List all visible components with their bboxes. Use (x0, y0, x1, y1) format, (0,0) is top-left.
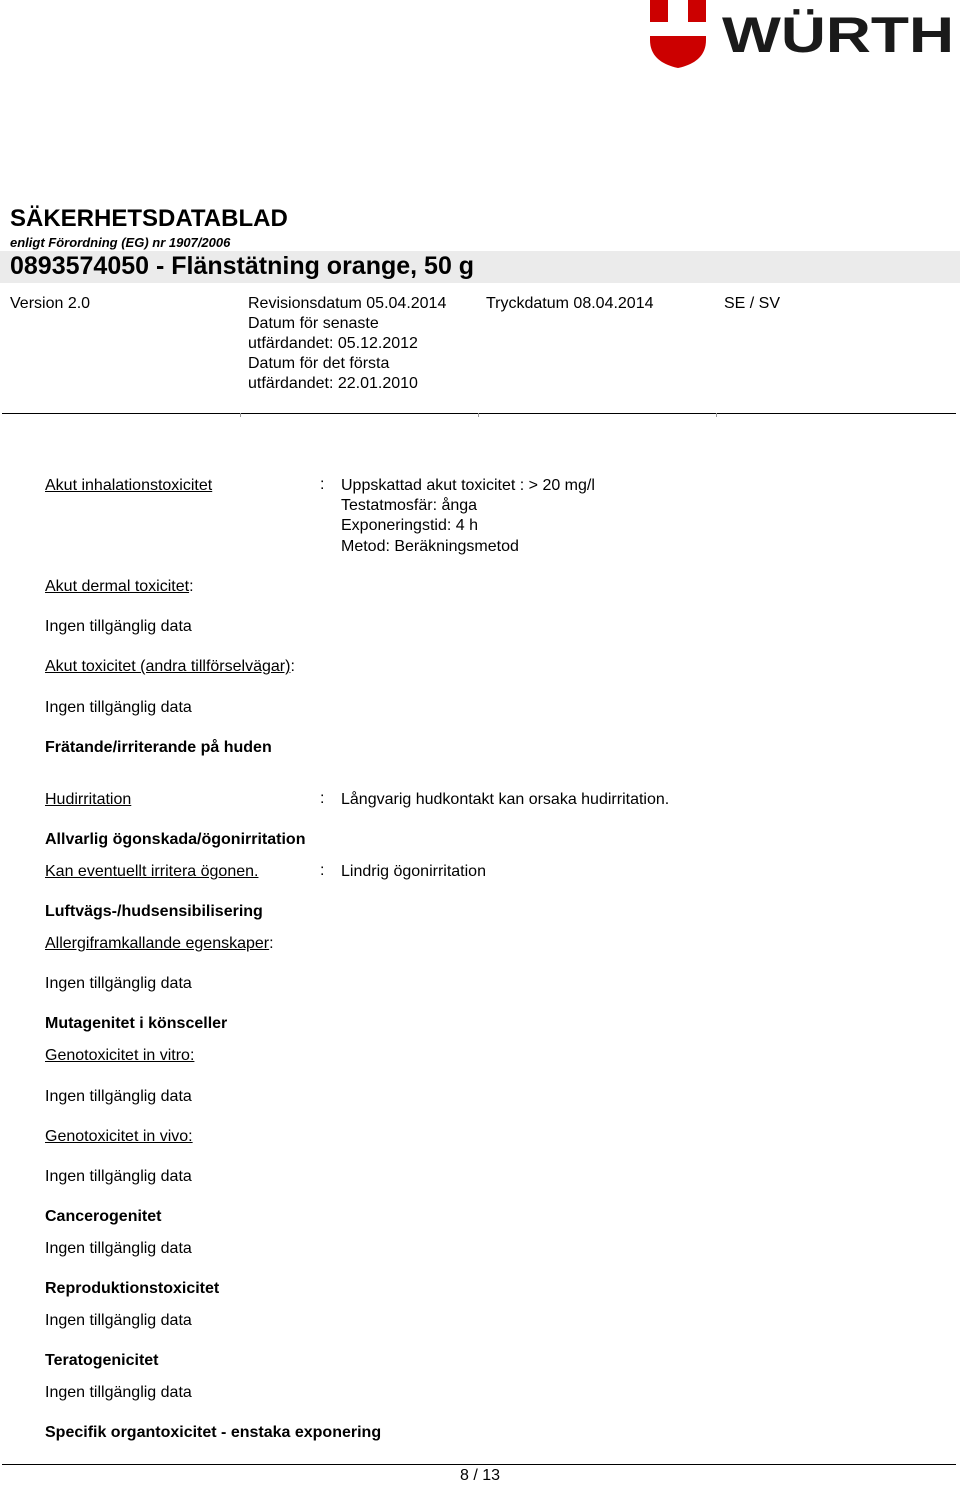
eye-irritation-label: Kan eventuellt irritera ögonen. (45, 863, 259, 880)
first-issue-date: utfärdandet: 22.01.2010 (248, 375, 418, 392)
label-colon: : (290, 658, 295, 675)
product-title: 0893574050 - Flänstätning orange, 50 g (10, 252, 475, 280)
inhalation-value-line-2: Testatmosfär: ånga (341, 497, 478, 514)
no-data-text: Ingen tillgänglig data (45, 1168, 192, 1185)
latest-issue-date: utfärdandet: 05.12.2012 (248, 335, 418, 352)
latest-issue-label: Datum för senaste (248, 315, 379, 332)
separator-colon: : (320, 790, 325, 807)
other-routes-heading (45, 657, 295, 677)
no-data-text: Ingen tillgänglig data (45, 1384, 192, 1401)
regulation-reference: enligt Förordning (EG) nr 1907/2006 (10, 235, 231, 250)
label-colon: : (189, 578, 194, 595)
allergenic-properties-label: Allergiframkallande egenskaper (45, 935, 270, 952)
svg-text:WÜRTH: WÜRTH (722, 7, 954, 63)
skin-corrosion-heading: Frätande/irriterande på huden (45, 739, 272, 756)
first-issue-label: Datum för det första (248, 355, 390, 372)
inhalation-value-line-4: Metod: Beräkningsmetod (341, 538, 519, 555)
no-data-text: Ingen tillgänglig data (45, 1088, 192, 1105)
sensitisation-heading: Luftvägs-/hudsensibilisering (45, 903, 263, 920)
dermal-toxicity-label: Akut dermal toxicitet (45, 578, 190, 595)
germ-cell-mutagenicity-heading: Mutagenitet i könsceller (45, 1015, 228, 1032)
reproductive-toxicity-heading: Reproduktionstoxicitet (45, 1280, 220, 1297)
eye-damage-heading: Allvarlig ögonskada/ögonirritation (45, 831, 306, 848)
no-data-text: Ingen tillgänglig data (45, 1312, 192, 1329)
skin-irritation-label: Hudirritation (45, 791, 132, 808)
allergenic-properties-heading (45, 934, 274, 954)
inhalation-value-line-1: Uppskattad akut toxicitet : > 20 mg/l (341, 477, 595, 494)
stot-single-exposure-heading: Specifik organtoxicitet - enstaka exponering (45, 1424, 382, 1441)
teratogenicity-heading: Teratogenicitet (45, 1352, 159, 1369)
separator-colon: : (320, 476, 325, 493)
no-data-text: Ingen tillgänglig data (45, 975, 192, 992)
no-data-text: Ingen tillgänglig data (45, 618, 192, 635)
carcinogenicity-heading: Cancerogenitet (45, 1208, 162, 1225)
skin-irritation-value: Långvarig hudkontakt kan orsaka hudirritation. (341, 791, 670, 808)
genotoxicity-in-vivo-label: Genotoxicitet in vivo: (45, 1128, 193, 1145)
dermal-toxicity-heading (45, 577, 194, 597)
label-colon: : (269, 935, 274, 952)
header-divider (2, 413, 956, 414)
no-data-text: Ingen tillgänglig data (45, 699, 192, 716)
eye-irritation-value: Lindrig ögonirritation (341, 863, 486, 880)
genotoxicity-in-vitro-label: Genotoxicitet in vitro: (45, 1047, 195, 1064)
no-data-text: Ingen tillgänglig data (45, 1240, 192, 1257)
other-routes-label: Akut toxicitet (andra tillförselvägar) (45, 658, 291, 675)
separator-colon: : (320, 862, 325, 879)
page-number: 8 / 13 (459, 1467, 501, 1484)
inhalation-toxicity-label: Akut inhalationstoxicitet (45, 477, 213, 494)
revision-date: Revisionsdatum 05.04.2014 (248, 295, 447, 312)
footer-divider (2, 1464, 956, 1465)
print-date: Tryckdatum 08.04.2014 (486, 295, 654, 312)
version: Version 2.0 (10, 295, 91, 312)
locale: SE / SV (724, 295, 781, 312)
wurth-logo (648, 0, 958, 70)
inhalation-value-line-3: Exponeringstid: 4 h (341, 517, 478, 534)
document-title: SÄKERHETSDATABLAD (10, 205, 288, 232)
